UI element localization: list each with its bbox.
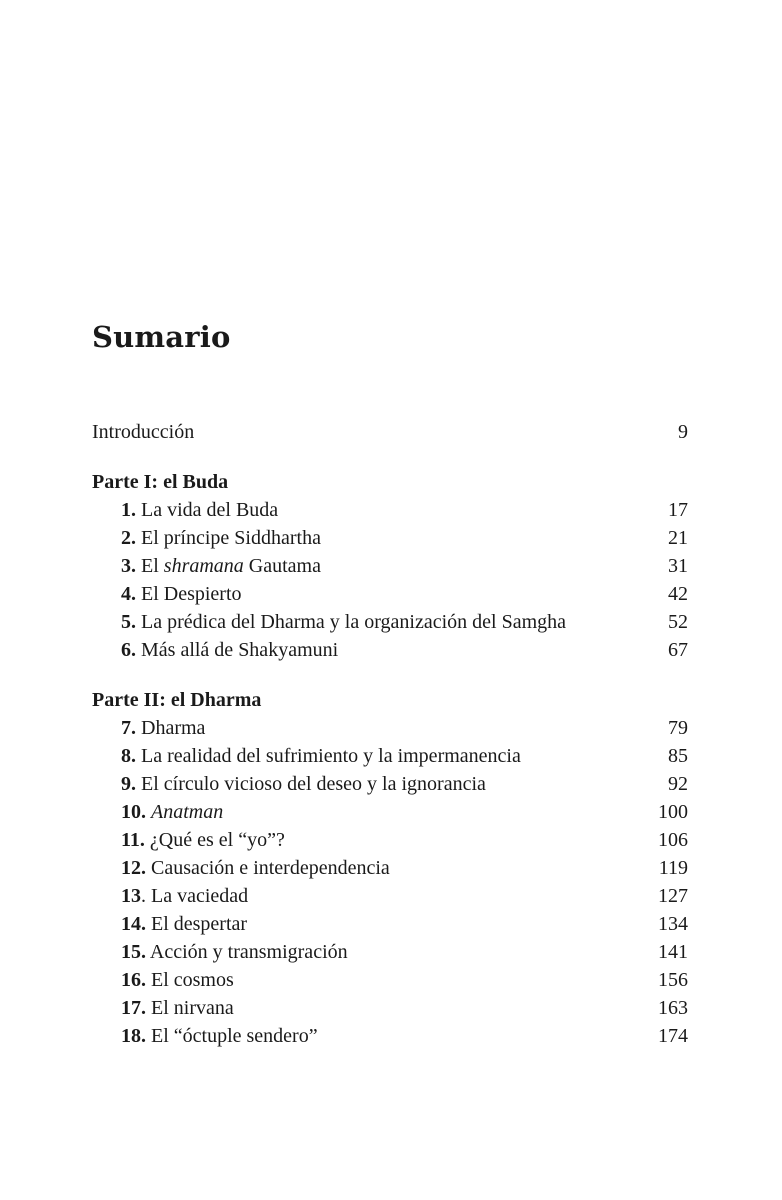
chapter-title: El nirvana	[151, 997, 234, 1019]
chapter-number: 2.	[121, 527, 136, 549]
toc-entry	[92, 938, 688, 966]
toc-entry	[92, 636, 688, 664]
chapter-title: Dharma	[141, 717, 206, 739]
toc-page-number: 21	[668, 527, 688, 549]
chapter-number: 3.	[121, 555, 136, 577]
toc-entry	[92, 966, 688, 994]
toc-part-heading: Parte I: el Buda	[92, 471, 229, 493]
chapter-title: La realidad del sufrimiento y la impermanencia	[141, 745, 521, 767]
chapter-title: El despertar	[151, 913, 248, 935]
toc-entry-label	[121, 938, 348, 966]
chapter-number: 10.	[121, 801, 146, 823]
toc-entry-introduction	[92, 418, 688, 446]
toc-page-number: 174	[658, 1025, 688, 1047]
toc-entry-label	[121, 580, 242, 608]
chapter-number: 8.	[121, 745, 136, 767]
toc-entry-label	[121, 714, 205, 742]
chapter-title: ¿Qué es el “yo”?	[149, 829, 285, 851]
chapter-title: La vida del Buda	[141, 499, 279, 521]
chapter-title: El “óctuple sendero”	[151, 1025, 318, 1047]
toc-entry-label	[121, 798, 223, 826]
toc-entry	[92, 854, 688, 882]
chapter-title: . La vaciedad	[141, 885, 249, 907]
chapter-number: 18.	[121, 1025, 146, 1047]
chapter-title-italic: Anatman	[151, 801, 224, 823]
toc-part	[92, 468, 688, 664]
chapter-title: El Despierto	[141, 583, 242, 605]
chapter-number: 1.	[121, 499, 136, 521]
chapter-title: El	[141, 555, 164, 577]
toc-page-number: 9	[678, 421, 688, 443]
toc-entry	[92, 608, 688, 636]
toc-page-number: 134	[658, 913, 688, 935]
toc-page-number: 85	[668, 745, 688, 767]
chapter-title: La prédica del Dharma y la organización del Samgha	[141, 611, 567, 633]
toc-entry	[92, 552, 688, 580]
toc-entry-label	[121, 636, 338, 664]
chapter-number: 12.	[121, 857, 146, 879]
chapter-number: 15.	[121, 941, 146, 963]
toc-page-number: 31	[668, 555, 688, 577]
toc-page-number: 163	[658, 997, 688, 1019]
page-title: Sumario	[92, 320, 231, 354]
toc-entry	[92, 1022, 688, 1050]
toc-entry	[92, 798, 688, 826]
toc-entry-label	[121, 608, 566, 636]
chapter-title: El príncipe Siddhartha	[141, 527, 321, 549]
chapter-title: El cosmos	[151, 969, 234, 991]
chapter-title: Acción y transmigración	[149, 941, 348, 963]
toc-page-number: 17	[668, 499, 688, 521]
toc-page-number: 127	[658, 885, 688, 907]
toc-page-number: 42	[668, 583, 688, 605]
toc-part-heading: Parte II: el Dharma	[92, 689, 262, 711]
chapter-title: El círculo vicioso del deseo y la ignorancia	[141, 773, 486, 795]
toc-entry	[92, 580, 688, 608]
toc-page-number: 106	[658, 829, 688, 851]
chapter-title-italic: shramana	[163, 555, 244, 577]
chapter-number: 6.	[121, 639, 136, 661]
toc-part	[92, 686, 688, 1050]
chapter-title: Causación e interdependencia	[151, 857, 390, 879]
toc-page-number: 119	[658, 857, 688, 879]
toc-entry-label	[121, 1022, 318, 1050]
toc-page-number: 141	[658, 941, 688, 963]
toc-page-number: 92	[668, 773, 688, 795]
chapter-number: 13	[121, 885, 141, 907]
toc-entry	[92, 742, 688, 770]
chapter-number: 16.	[121, 969, 146, 991]
toc-entry	[92, 994, 688, 1022]
chapter-title: Más allá de Shakyamuni	[141, 639, 339, 661]
toc-page-number: 100	[658, 801, 688, 823]
chapter-number: 14.	[121, 913, 146, 935]
toc-entry-label	[121, 966, 234, 994]
toc-entry	[92, 882, 688, 910]
table-of-contents	[92, 418, 688, 1072]
toc-entry-label	[121, 742, 521, 770]
toc-entry	[92, 496, 688, 524]
chapter-number: 4.	[121, 583, 136, 605]
toc-entry-label	[121, 994, 234, 1022]
chapter-number: 7.	[121, 717, 136, 739]
toc-page-number: 156	[658, 969, 688, 991]
toc-entry	[92, 770, 688, 798]
chapter-number: 9.	[121, 773, 136, 795]
toc-entry-label	[121, 496, 278, 524]
toc-entry	[92, 910, 688, 938]
chapter-number: 11.	[121, 829, 145, 851]
toc-entry	[92, 826, 688, 854]
toc-page-number: 79	[668, 717, 688, 739]
toc-entry-label	[121, 524, 321, 552]
toc-page-number: 67	[668, 639, 688, 661]
toc-page-number: 52	[668, 611, 688, 633]
toc-entry-label	[121, 826, 285, 854]
toc-entry	[92, 714, 688, 742]
toc-entry-label	[121, 910, 247, 938]
toc-entry-label	[121, 882, 248, 910]
chapter-title-suffix: Gautama	[243, 555, 321, 577]
toc-entry-label	[121, 552, 321, 580]
toc-entry-label: Introducción	[92, 421, 195, 443]
toc-entry	[92, 524, 688, 552]
toc-entry-label	[121, 854, 390, 882]
chapter-number: 5.	[121, 611, 136, 633]
chapter-number: 17.	[121, 997, 146, 1019]
toc-entry-label	[121, 770, 486, 798]
